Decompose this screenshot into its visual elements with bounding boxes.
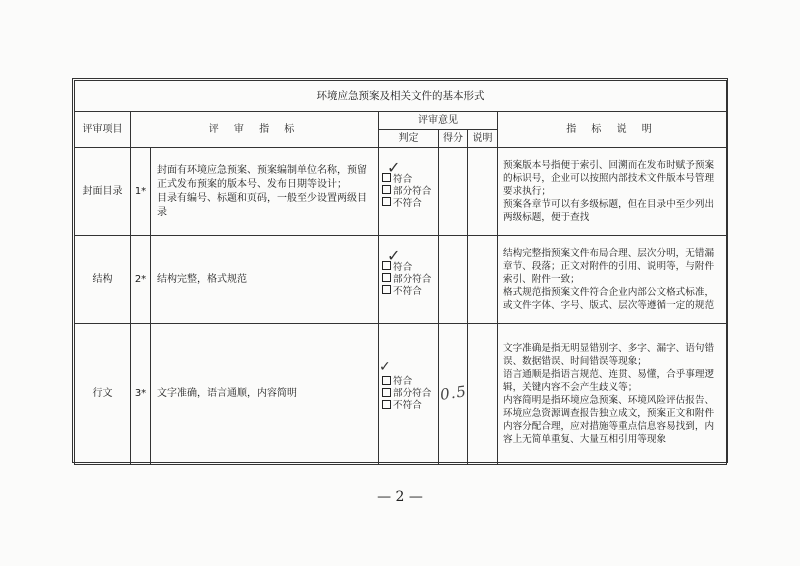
explanation-line: 预案各章节可以有多级标题，但在目录中至少列出两级标题，便于查找 <box>503 199 715 223</box>
header-criteria: 评 审 指 标 <box>131 112 379 148</box>
row-criteria <box>151 148 379 236</box>
checkmark-icon: ✓ <box>387 246 401 265</box>
option-partial[interactable] <box>382 388 435 400</box>
row-remark[interactable] <box>468 148 498 236</box>
row-explanation <box>498 148 727 236</box>
option-comply[interactable] <box>382 262 435 274</box>
row-item: 封面目录 <box>75 148 131 236</box>
option-comply[interactable] <box>382 376 435 388</box>
row-item: 结构 <box>75 236 131 324</box>
option-label: 部分符合 <box>393 388 432 399</box>
option-label: 不符合 <box>393 400 422 411</box>
option-label: 不符合 <box>393 197 422 209</box>
explanation-line: 结构完整指预案文件布局合理、层次分明，无错漏章节、段落；正文对附件的引用、说明等，与附件索引、附件一致； <box>503 248 715 285</box>
header-remark: 说明 <box>468 130 498 148</box>
row-number: 1* <box>131 148 151 236</box>
judge-options <box>379 324 439 465</box>
handwritten-score: 0.5 <box>438 381 468 404</box>
option-label: 符合 <box>393 376 413 387</box>
option-not-comply[interactable] <box>382 198 435 210</box>
checkbox-icon <box>382 285 391 294</box>
row-remark[interactable] <box>468 324 498 465</box>
row-remark[interactable] <box>468 236 498 324</box>
option-label: 符合 <box>393 261 413 273</box>
explanation-line: 文字准确是指无明显错别字、多字、漏字、语句错误、数据错误、时间错误等现象； <box>503 343 715 367</box>
explanation-line: 内容简明是指环境应急预案、环境风险评估报告、环境应急资源调查报告独立成文，预案正文和附件内容分配合理，应对措施等重点信息容易找到，内容上无简单重复、大量互相引用等现象 <box>503 395 715 445</box>
header-explanation: 指 标 说 明 <box>498 112 727 148</box>
row-number: 3* <box>131 324 151 465</box>
checkmark-icon: ✓ <box>379 359 391 375</box>
row-explanation <box>498 324 727 465</box>
header-score: 得分 <box>439 130 468 148</box>
option-partial[interactable] <box>382 186 435 198</box>
header-opinion: 评审意见 <box>379 112 498 130</box>
option-not-comply[interactable] <box>382 286 435 298</box>
checkbox-icon <box>382 173 391 182</box>
checkbox-icon <box>382 261 391 270</box>
option-label: 符合 <box>393 173 413 185</box>
row-score[interactable] <box>439 236 468 324</box>
option-not-comply[interactable] <box>382 400 435 412</box>
evaluation-table <box>74 80 727 465</box>
table-row <box>75 148 727 236</box>
checkmark-icon: ✓ <box>387 158 401 177</box>
option-comply[interactable] <box>382 174 435 186</box>
option-label: 不符合 <box>393 285 422 297</box>
explanation-line: 格式规范指预案文件符合企业内部公文格式标准，或文件字体、字号、版式、层次等遵循一定的规范 <box>503 287 715 311</box>
judge-options <box>379 148 439 236</box>
header-item: 评审项目 <box>75 112 131 148</box>
page-number: — 2 — <box>377 489 423 505</box>
row-number: 2* <box>131 236 151 324</box>
row-criteria: 结构完整，格式规范 <box>151 236 379 324</box>
explanation-line: 预案版本号指便于索引、回溯而在发布时赋予预案的标识号，企业可以按照内部技术文件版本号管理要求执行； <box>503 160 715 197</box>
criteria-line: 目录有编号、标题和页码，一般至少设置两级目录 <box>157 192 367 218</box>
judge-options <box>379 236 439 324</box>
row-item: 行文 <box>75 324 131 465</box>
table-title: 环境应急预案及相关文件的基本形式 <box>75 81 727 112</box>
option-label: 部分符合 <box>393 273 432 285</box>
checkbox-icon <box>382 400 391 409</box>
row-criteria: 文字准确，语言通顺，内容简明 <box>151 324 379 465</box>
row-score[interactable] <box>439 148 468 236</box>
row-score[interactable] <box>439 324 468 465</box>
table-row <box>75 324 727 465</box>
option-label: 部分符合 <box>393 185 432 197</box>
criteria-line: 封面有环境应急预案、预案编制单位名称，预留正式发布预案的版本号、发布日期等设计； <box>157 164 367 190</box>
checkbox-icon <box>382 185 391 194</box>
table-row <box>75 236 727 324</box>
checkbox-icon <box>382 273 391 282</box>
checkbox-icon <box>382 197 391 206</box>
option-partial[interactable] <box>382 274 435 286</box>
row-explanation <box>498 236 727 324</box>
checkbox-icon <box>382 388 391 397</box>
header-judge: 判定 <box>379 130 439 148</box>
checkbox-icon <box>382 376 391 385</box>
explanation-line: 语言通顺是指语言规范、连贯、易懂，合乎事理逻辑，关键内容不会产生歧义等； <box>503 369 715 393</box>
